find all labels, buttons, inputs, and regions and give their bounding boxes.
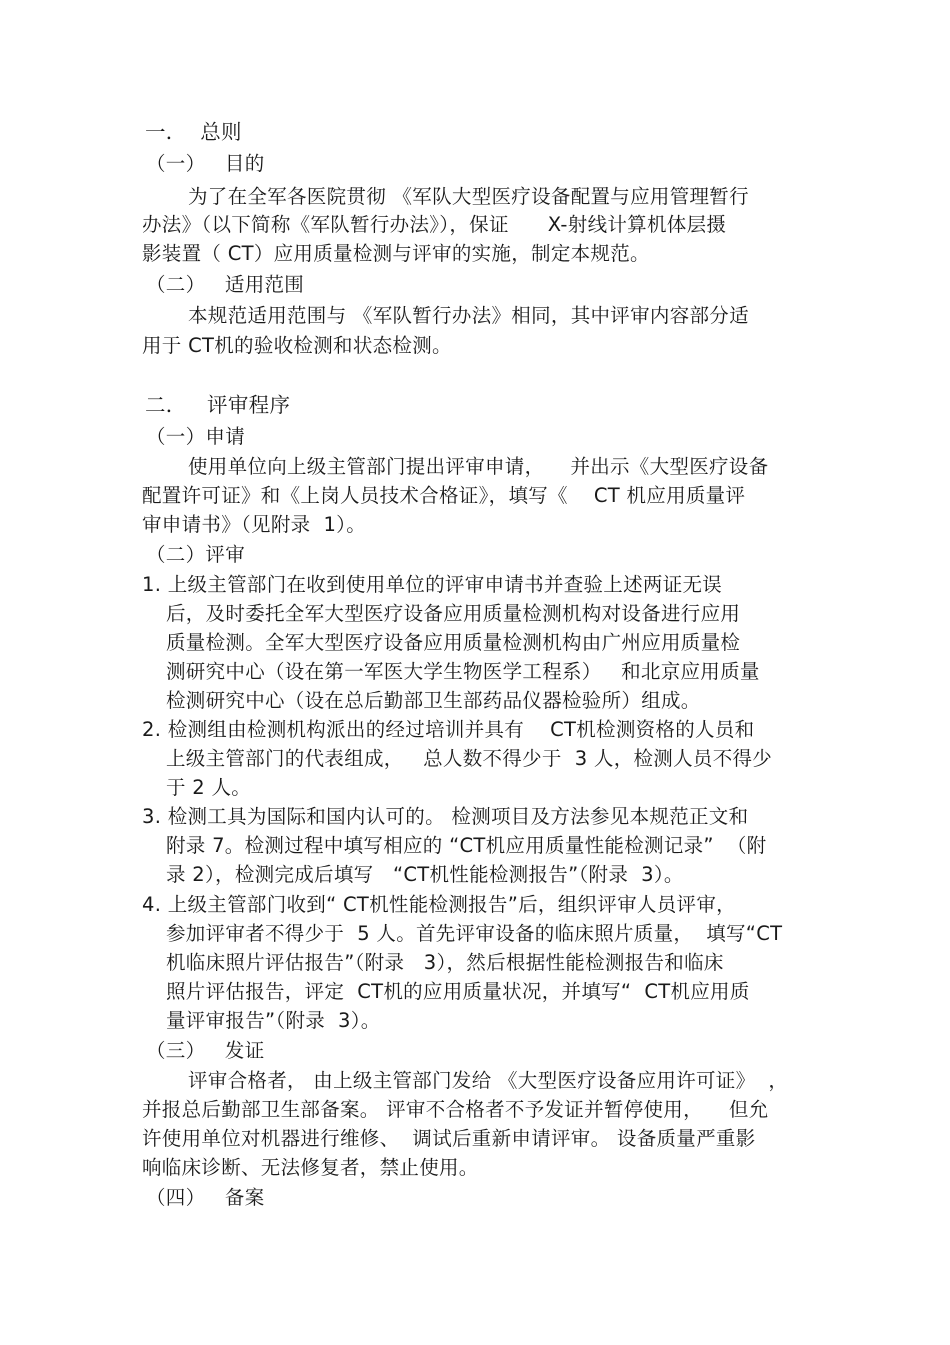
- list-item-line: 照片评估报告，评定 CT机的应用质量状况，并填写“ CT机应用质: [166, 980, 750, 1003]
- section-heading-general: 一． 总则: [145, 120, 242, 144]
- paragraph-line: 为了在全军各医院贯彻 《军队大型医疗设备配置与应用管理暂行: [188, 185, 749, 208]
- list-item-line: 质量检测。全军大型医疗设备应用质量检测机构由广州应用质量检: [166, 631, 741, 654]
- list-item-line: 参加评审者不得少于 5 人。首先评审设备的临床照片质量， 填写“CT: [166, 922, 783, 945]
- paragraph-line: 本规范适用范围与 《军队暂行办法》相同，其中评审内容部分适: [188, 304, 749, 327]
- subheading-scope: （二） 适用范围: [146, 273, 305, 296]
- list-item-line: 于 2 人。: [166, 776, 252, 799]
- list-item-line: 上级主管部门的代表组成， 总人数不得少于 3 人，检测人员不得少: [166, 747, 773, 770]
- subheading-application: （一）申请: [146, 425, 246, 448]
- subheading-purpose: （一） 目的: [146, 152, 265, 175]
- list-item-line: 量评审报告”（附录 3）。: [166, 1009, 381, 1032]
- paragraph-line: 影装置（ CT）应用质量检测与评审的实施，制定本规范。: [142, 242, 650, 265]
- paragraph-line: 审申请书》（见附录 1）。: [142, 513, 367, 536]
- subheading-review: （二）评审: [146, 543, 246, 566]
- paragraph-line: 使用单位向上级主管部门提出评审申请， 并出示《大型医疗设备: [188, 455, 769, 478]
- list-item-line: 1. 上级主管部门在收到使用单位的评审申请书并查验上述两证无误: [142, 573, 723, 596]
- list-item-line: 录 2），检测完成后填写 “CT机性能检测报告”（附录 3）。: [166, 863, 684, 886]
- list-item-line: 后，及时委托全军大型医疗设备应用质量检测机构对设备进行应用: [166, 602, 741, 625]
- list-item-line: 附录 7。检测过程中填写相应的 “CT机应用质量性能检测记录” （附: [166, 834, 767, 857]
- paragraph-line: 用于 CT机的验收检测和状态检测。: [142, 334, 452, 357]
- list-item-line: 3. 检测工具为国际和国内认可的。 检测项目及方法参见本规范正文和: [142, 805, 749, 828]
- paragraph-line: 响临床诊断、无法修复者，禁止使用。: [142, 1156, 479, 1179]
- paragraph-line: 配置许可证》和《上岗人员技术合格证》，填写《 CT 机应用质量评: [142, 484, 746, 507]
- paragraph-line: 许使用单位对机器进行维修、 调试后重新申请评审。 设备质量严重影: [142, 1127, 756, 1150]
- list-item-line: 2. 检测组由检测机构派出的经过培训并具有 CT机检测资格的人员和: [142, 718, 755, 741]
- list-item-line: 4. 上级主管部门收到“ CT机性能检测报告”后，组织评审人员评审，: [142, 893, 736, 916]
- paragraph-line: 并报总后勤部卫生部备案。 评审不合格者不予发证并暂停使用， 但允: [142, 1098, 769, 1121]
- section-heading-review-procedure: 二． 评审程序: [145, 393, 291, 417]
- list-item-line: 检测研究中心（设在总后勤部卫生部药品仪器检验所）组成。: [166, 689, 701, 712]
- paragraph-line: 办法》（以下简称《军队暂行办法》），保证 X-射线计算机体层摄: [142, 213, 727, 236]
- paragraph-line: 评审合格者， 由上级主管部门发给 《大型医疗设备应用许可证》 ，: [188, 1069, 789, 1092]
- subheading-certificate: （三） 发证: [146, 1039, 265, 1062]
- list-item-line: 机临床照片评估报告”（附录 3），然后根据性能检测报告和临床: [166, 951, 724, 974]
- subheading-filing: （四） 备案: [146, 1186, 265, 1209]
- list-item-line: 测研究中心（设在第一军医大学生物医学工程系） 和北京应用质量: [166, 660, 760, 683]
